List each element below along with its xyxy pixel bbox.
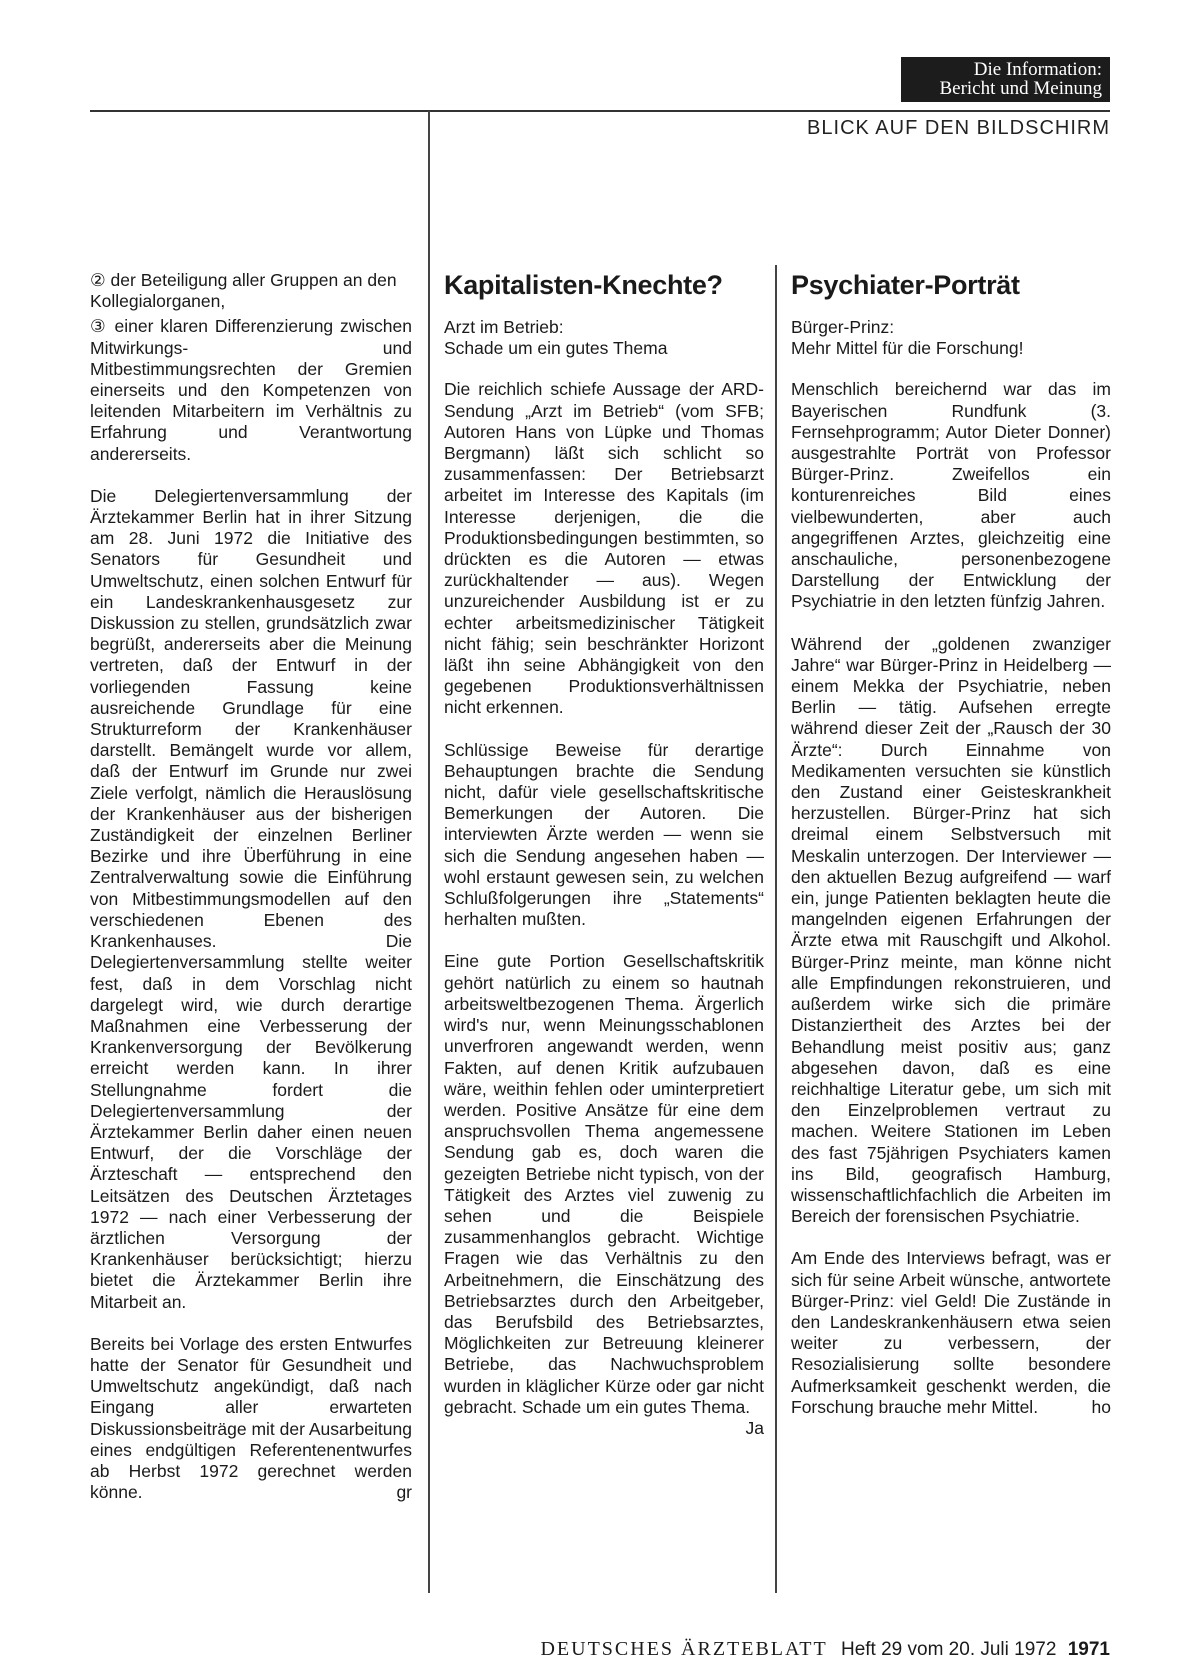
badge-line-1: Die Information:	[973, 59, 1102, 80]
article-subtitle	[444, 317, 764, 359]
column-3	[791, 269, 1111, 1439]
subtitle-line-1: Arzt im Betrieb:	[444, 317, 564, 337]
paragraph: ② der Beteiligung aller Gruppen an den Kollegialorganen,	[90, 270, 397, 312]
article-subtitle	[791, 317, 1111, 359]
subtitle-line-2: Schade um ein gutes Thema	[444, 338, 668, 359]
author-initials: gr	[396, 1482, 412, 1503]
author-initials: ho	[1091, 1396, 1111, 1417]
paragraph-with-signature	[444, 951, 764, 1438]
issue-info: Heft 29 vom 20. Juli 1972	[840, 1639, 1057, 1660]
article-title: Psychiater-Porträt	[791, 270, 1020, 300]
column-divider-2	[775, 265, 777, 1593]
subtitle-line-2: Mehr Mittel für die Forschung!	[791, 338, 1024, 359]
section-badge	[901, 57, 1110, 102]
paragraph: Die Delegiertenversammlung der Ärztekammer Berlin hat in ihrer Sitzung am 28. Juni 1972 die Initiative des Senators für Gesundheit und Umweltschutz, einen solchen Entwurf für ein Landeskrankenhausgesetz zur Diskussion zu stellen, grundsätzlich zwar begrüßt, andererseits aber die Meinung vertreten, daß der Entwurf in der vorliegenden Fassung keine ausreichende Grundlage für eine Strukturreform der Krankenhäuser darstellt. Bemängelt wurde vor allem, daß der Entwurf im Grunde nur zwei Ziele verfolgt, nämlich die Herauslösung der Krankenhäuser aus der bisherigen Zuständigkeit der einzelnen Berliner Bezirke und ihre Überführung in eine Zentralverwaltung sowie die Einführung von Mitbestimmungsmodellen auf den verschiedenen Ebenen des Krankenhauses. Die Delegiertenversammlung stellte weiter fest, daß in dem Vorschlag nicht dargelegt wird, wie durch derartige Maßnahmen eine Verbesserung der Krankenversorgung der Bevölkerung erreicht werden kann. In ihrer Stellungnahme fordert die Delegiertenversammlung der Ärztekammer Berlin daher einen neuen Entwurf, der die Vorschläge der Ärzteschaft — entsprechend den Leitsätzen des Deutschen Ärztetages 1972 — nach einer Verbesserung der ärztlichen Versorgung der Krankenhäuser berücksichtigt; hierzu bietet die Ärztekammer Berlin ihre Mitarbeit an.	[90, 485, 412, 1312]
header-rule	[90, 110, 1110, 112]
paragraph: Während der „goldenen zwanziger Jahre“ war Bürger-Prinz in Heidelberg — einem Mekka der Psychiatrie, neben Berlin — tätig. Aufsehen erregte während dieser Zeit der „Rausch der 30 Ärzte“: Durch Einnahme von Medikamenten versuchten sie künstlich den Zustand einer Geisteskrankheit herzustellen. Bürger-Prinz hat sich dreimal einem Selbstversuch mit Meskalin unterzogen. Der Interviewer — den aktuellen Bezug aufgreifend — warf ein, junge Patienten beklagten heute die mangelnden eigenen Erfahrungen der Ärzte etwa mit Rauschgift und Alkohol. Bürger-Prinz meinte, man könne nicht alle Empfindungen rekonstruieren, und außerdem wirke sich die primäre Distanziertheit des Arztes bei der Behandlung meist positiv aus; ganz abgesehen davon, daß es eine reichhaltige Literatur gebe, um sich mit den Einzelproblemen vertraut zu machen. Weitere Stationen im Leben des fast 75jährigen Psychiaters kamen ins Bild, geografisch Hamburg, wissenschaftlichfachlich die Arbeiten im Bereich der forensischen Psychiatrie.	[791, 633, 1111, 1227]
journal-name: DEUTSCHES ÄRZTEBLATT	[540, 1638, 828, 1660]
paragraph: Bereits bei Vorlage des ersten Entwurfes hatte der Senator für Gesundheit und Umweltschutz angekündigt, daß nach Eingang aller erwarteten Diskussionsbeiträge mit der Ausarbeitung eines endgültigen Referentenentwurfes ab Herbst 1972 gerechnet werden könne.	[90, 1333, 412, 1503]
page-number: 1971	[1067, 1639, 1110, 1660]
paragraph: Die reichlich schiefe Aussage der ARD-Sendung „Arzt im Betrieb“ (vom SFB; Autoren Hans von Lüpke und Thomas Bergmann) läßt sich schlicht so zusammenfassen: Der Betriebsarzt arbeitet im Interesse des Kapitals (im Interesse derjenigen, die die Produktionsbedingungen bestimmten, so drückten es die Autoren — etwas zurückhaltender — aus). Wegen unzureichender Ausbildung ist er zu echter arbeitsmedizinischer Tätigkeit nicht fähig; sein beschränkter Horizont läßt ihn seine Abhängigkeit von den gegebenen Produktionsverhältnissen nicht erkennen.	[444, 379, 764, 718]
paragraph: Am Ende des Interviews befragt, was er sich für seine Arbeit wünsche, antwortete Bürger-Prinz: viel Geld! Die Zustände in den Landeskrankenhäusern etwa seien weiter zu verbessern, der Resozialisierung sollte besondere Aufmerksamkeit geschenkt werden, die Forschung brauche mehr Mittel.	[791, 1248, 1111, 1417]
article-title: Kapitalisten-Knechte?	[444, 270, 723, 300]
paragraph: Schlüssige Beweise für derartige Behauptungen brachte die Sendung nicht, dafür viele gesellschaftskritische Bemerkungen der Autoren. Die interviewten Ärzte werden — wenn sie sich die Sendung angesehen haben — wohl erstaunt gewesen sein, zu welchen Schlußfolgerungen ihre „Statements“ herhalten mußten.	[444, 739, 764, 930]
author-initials: Ja	[745, 1417, 764, 1438]
column-divider-1	[428, 111, 430, 1593]
section-label: BLICK AUF DEN BILDSCHIRM	[807, 117, 1110, 139]
badge-line-2: Bericht und Meinung	[939, 78, 1102, 99]
subtitle-line-1: Bürger-Prinz:	[791, 317, 895, 337]
paragraph: Eine gute Portion Gesellschaftskritik gehört natürlich zu einem so hautnah arbeitsweltbezogenen Thema. Ärgerlich wird's nur, wenn Meinungsschablonen unverfroren angewandt werden, wenn Fakten, auf denen Kritik aufzubauen wäre, weithin fehlen oder uminterpretiert werden. Positive Ansätze für eine dem anspruchsvollen Thema angemessene Sendung gab es, doch waren die gezeigten Betriebe nicht typisch, von der Tätigkeit des Arztes viel zuwenig zu sehen und die Beispiele zusammenhanglos gebracht. Wichtige Fragen wie das Verhältnis zu den Arbeitnehmern, die Einschätzung des Betriebsarztes durch den Arbeitgeber, das Berufsbild des Betriebsarztes, Möglichkeiten zur Betreuung kleinerer Betriebe, das Nachwuchsproblem wurden in kläglicher Kürze oder gar nicht gebracht. Schade um ein gutes Thema.	[444, 951, 764, 1417]
page-footer	[540, 1638, 1110, 1661]
paragraph: Menschlich bereichernd war das im Bayerischen Rundfunk (3. Fernsehprogramm; Autor Dieter Donner) ausgestrahlte Porträt von Professor Bürger-Prinz. Zweifellos ein konturenreiches Bild eines vielbewunderten, aber auch angegriffenen Arztes, gleichzeitig eine anschauliche, personenbezogene Darstellung der Entwicklung der Psychiatrie in den letzten fünfzig Jahren.	[791, 379, 1111, 612]
column-1	[90, 270, 412, 1524]
paragraph: ③ einer klaren Differenzierung zwischen Mitwirkungs- und Mitbestimmungsrechten der Gremien einerseits und den Kompetenzen von leitenden Mitarbeitern im Verhältnis zu Erfahrung und Verantwortung andererseits.	[90, 316, 412, 464]
column-2	[444, 269, 764, 1439]
paragraph-with-signature	[791, 1248, 1111, 1418]
paragraph-with-signature	[90, 1334, 412, 1504]
